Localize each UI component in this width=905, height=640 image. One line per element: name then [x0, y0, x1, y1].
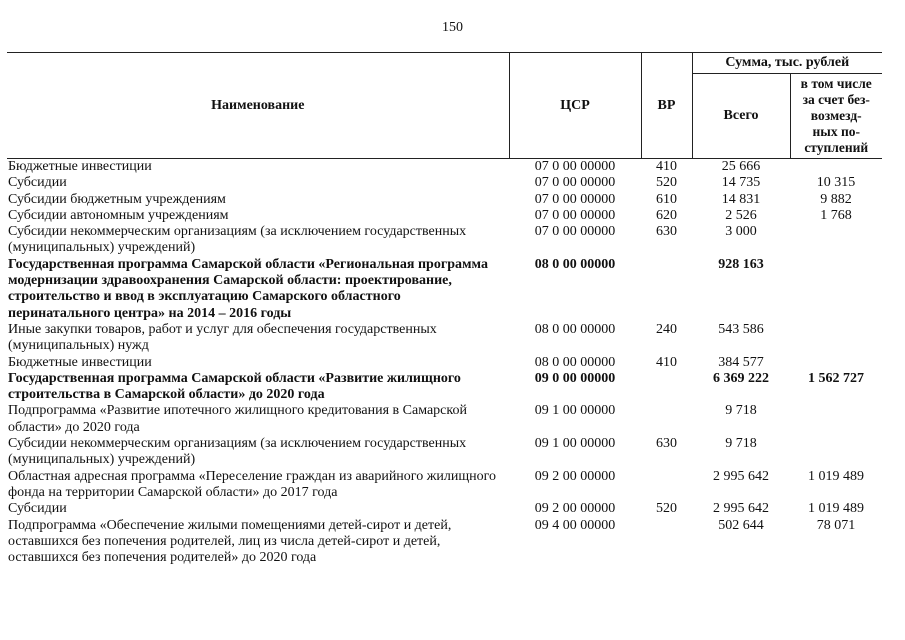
table-row	[7, 518, 882, 567]
row-free	[790, 322, 882, 355]
row-total: 14 831	[721, 191, 761, 207]
row-vr: 520	[656, 501, 677, 517]
row-vr: 240	[656, 321, 677, 337]
row-free: 1 019 489	[808, 501, 864, 517]
row-free: 10 315	[816, 175, 856, 191]
row-csr: 07 0 00 00000	[534, 224, 616, 240]
row-name: Бюджетные инвестиции	[8, 159, 152, 174]
row-csr: 08 0 00 00000	[534, 321, 616, 337]
row-name: Государственная программа Самарской области «Региональная программа модернизации здравоохранения Самарской области: проектирование, строительство и ввод в эксплуатацию Самарского областного перинатального центра» на 2014 – 2016 годы	[8, 256, 488, 321]
row-free	[790, 436, 882, 469]
row-vr: 610	[656, 191, 677, 207]
header-csr: ЦСР	[509, 53, 641, 159]
row-name: Областная адресная программа «Переселение граждан из аварийного жилищного фонда на территории Самарской области» до 2017 года	[8, 468, 497, 500]
row-vr	[641, 403, 692, 436]
row-total: 928 163	[718, 256, 764, 272]
row-csr: 07 0 00 00000	[534, 191, 616, 207]
header-vr: ВР	[641, 53, 692, 159]
table-row	[7, 322, 882, 355]
row-total: 14 735	[721, 175, 761, 191]
header-name: Наименование	[7, 53, 509, 159]
row-total: 25 666	[721, 159, 761, 174]
row-name: Субсидии бюджетным учреждениям	[8, 191, 226, 207]
row-free	[790, 403, 882, 436]
row-csr: 08 0 00 00000	[534, 354, 616, 370]
header-free-line: за счет без-	[802, 92, 870, 107]
row-vr: 410	[656, 354, 677, 370]
row-name: Субсидии автономным учреждениям	[8, 207, 229, 223]
row-free: 1 562 727	[808, 370, 864, 386]
row-total: 6 369 222	[713, 370, 769, 386]
row-free: 78 071	[816, 517, 856, 533]
row-csr: 09 1 00 00000	[534, 436, 616, 452]
row-csr: 09 2 00 00000	[534, 501, 616, 517]
row-name: Субсидии некоммерческим организациям (за исключением государственных (муниципальных) учреждений)	[8, 436, 467, 468]
row-name: Субсидии некоммерческим организациям (за исключением государственных (муниципальных) учреждений)	[8, 224, 467, 256]
row-total: 384 577	[718, 354, 764, 370]
row-total: 502 644	[718, 517, 764, 533]
header-free	[790, 74, 882, 159]
row-total: 2 526	[725, 207, 757, 223]
row-vr: 630	[656, 436, 677, 452]
row-name: Подпрограмма «Развитие ипотечного жилищного кредитования в Самарской области» до 2020 года	[8, 403, 467, 435]
row-name: Субсидии	[8, 501, 67, 517]
row-csr: 09 4 00 00000	[534, 517, 616, 533]
row-free: 9 882	[820, 191, 852, 207]
row-total: 2 995 642	[713, 468, 769, 484]
row-name: Субсидии	[8, 175, 67, 191]
header-free-line: в том числе	[800, 76, 872, 91]
row-total: 9 718	[725, 436, 757, 452]
header-free-line: ступлений	[804, 140, 869, 155]
table-row	[7, 175, 882, 191]
row-vr	[641, 257, 692, 322]
row-csr: 08 0 00 00000	[534, 256, 616, 272]
table-row	[7, 436, 882, 469]
page-number: 150	[442, 20, 463, 35]
row-vr: 630	[656, 224, 677, 240]
table-body	[7, 159, 882, 567]
table-row	[7, 224, 882, 257]
row-csr: 09 1 00 00000	[534, 403, 616, 419]
row-free	[790, 355, 882, 371]
row-total: 2 995 642	[713, 501, 769, 517]
header-free-line: ных по-	[812, 124, 860, 139]
row-vr: 620	[656, 207, 677, 223]
row-vr	[641, 518, 692, 567]
header-total: Всего	[692, 74, 790, 159]
table-row	[7, 192, 882, 208]
table-row	[7, 257, 882, 322]
row-total: 3 000	[725, 224, 757, 240]
table-row	[7, 159, 882, 176]
row-name: Подпрограмма «Обеспечение жилыми помещениями детей-сирот и детей, оставшихся без попечения родителей, лиц из числа детей-сирот и детей, оставшихся без попечения родителей» до 2020 года	[8, 517, 452, 566]
table-row	[7, 469, 882, 502]
row-free	[790, 224, 882, 257]
table-row	[7, 403, 882, 436]
row-name: Государственная программа Самарской области «Развитие жилищного строительства в Самарской области» до 2020 года	[8, 370, 461, 403]
row-total: 9 718	[725, 403, 757, 419]
table-row	[7, 208, 882, 224]
row-vr	[641, 469, 692, 502]
row-vr: 410	[656, 159, 677, 174]
table-row	[7, 355, 882, 371]
header-free-line: возмезд-	[810, 108, 862, 123]
row-csr: 09 2 00 00000	[534, 468, 616, 484]
row-free: 1 019 489	[808, 468, 864, 484]
row-total: 543 586	[718, 321, 764, 337]
row-free: 1 768	[820, 207, 852, 223]
row-vr: 520	[656, 175, 677, 191]
row-csr: 07 0 00 00000	[534, 175, 616, 191]
table-row	[7, 501, 882, 517]
table-header	[7, 53, 882, 159]
row-free	[790, 159, 882, 176]
header-sum: Сумма, тыс. рублей	[692, 53, 882, 74]
table-row	[7, 371, 882, 404]
row-free	[790, 257, 882, 322]
row-csr: 07 0 00 00000	[534, 207, 616, 223]
row-csr: 07 0 00 00000	[534, 159, 616, 174]
row-name: Бюджетные инвестиции	[8, 354, 152, 370]
row-name: Иные закупки товаров, работ и услуг для обеспечения государственных (муниципальных) нужд	[8, 321, 437, 354]
budget-table	[7, 52, 882, 566]
row-vr	[641, 371, 692, 404]
row-csr: 09 0 00 00000	[534, 370, 616, 386]
